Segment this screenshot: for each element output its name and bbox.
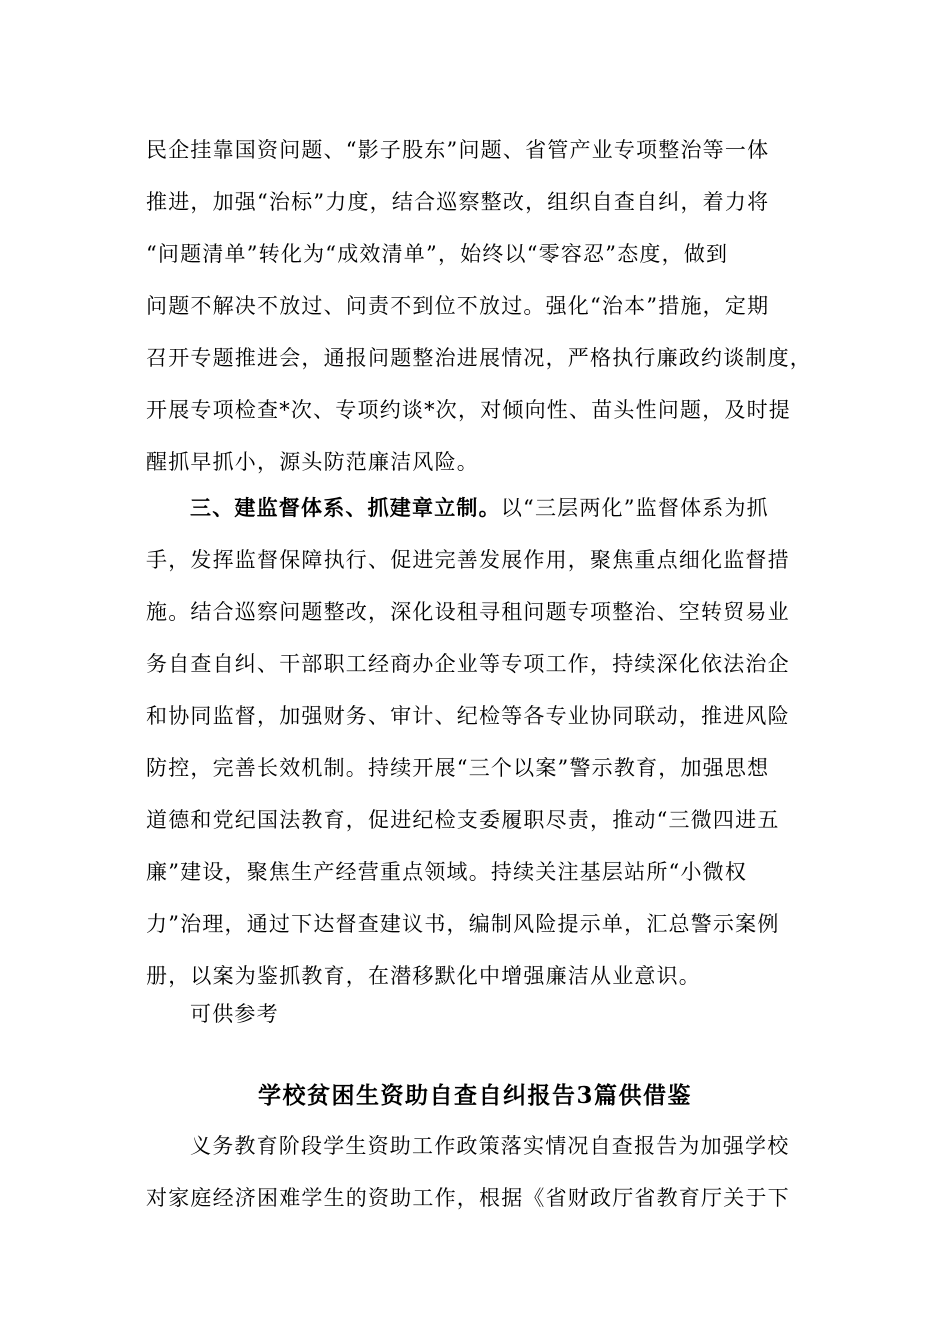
note-text: 可供参考 — [190, 1002, 279, 1026]
text-line: “问题清单”转化为“成效清单”，始终以“零容忍”态度，做到 — [146, 242, 729, 266]
text-line: 力”治理，通过下达督查建议书，编制风险提示单，汇总警示案例 — [146, 912, 780, 936]
text-line: 务自查自纠、干部职工经商办企业等专项工作，持续深化依法治企 — [146, 652, 790, 676]
text-run: 以“三层两化”监督体系为抓 — [500, 496, 769, 520]
text-line: 道德和党纪国法教育，促进纪检支委履职尽责，推动“三微四进五 — [146, 808, 780, 832]
text-line: 开展专项检查*次、专项约谈*次，对倾向性、苗头性问题，及时提 — [146, 398, 791, 422]
paragraph-first-line — [146, 482, 806, 534]
text-line: 手，发挥监督保障执行、促进完善发展作用，聚焦重点细化监督措 — [146, 548, 790, 572]
paragraph-3 — [146, 1120, 806, 1224]
text-line: 施。结合巡察问题整改，深化设租寻租问题专项整治、空转贸易业 — [146, 600, 790, 624]
text-line: 醒抓早抓小，源头防范廉洁风险。 — [146, 450, 479, 474]
text-line: 推进，加强“治标”力度，结合巡察整改，组织自查自纠，着力将 — [146, 190, 770, 214]
text-line: 民企挂靠国资问题、“影子股东”问题、省管产业专项整治等一体 — [146, 138, 770, 162]
text-line: 防控，完善长效机制。持续开展“三个以案”警示教育，加强思想 — [146, 756, 770, 780]
text-line: 对家庭经济困难学生的资助工作，根据《省财政厅省教育厅关于下 — [146, 1186, 790, 1210]
paragraph-1 — [146, 124, 812, 488]
note-paragraph — [146, 988, 806, 1040]
text-line: 廉”建设，聚焦生产经营重点领域。持续关注基层站所“小微权 — [146, 860, 748, 884]
paragraph-2 — [146, 482, 806, 1002]
text-line: 问题不解决不放过、问责不到位不放过。强化“治本”措施，定期 — [146, 294, 770, 318]
text-line: 和协同监督，加强财务、审计、纪检等各专业协同联动，推进风险 — [146, 704, 790, 728]
section-heading: 三、建监督体系、抓建章立制。 — [190, 495, 501, 520]
text-line: 册，以案为鉴抓教育，在潜移默化中增强廉洁从业意识。 — [146, 964, 701, 988]
text-line: 召开专题推进会，通报问题整治进展情况，严格执行廉政约谈制度， — [146, 346, 812, 370]
section-title: 学校贫困生资助自查自纠报告3篇供借鉴 — [257, 1082, 692, 1109]
paragraph-first-line: 义务教育阶段学生资助工作政策落实情况自查报告为加强学校 — [190, 1134, 790, 1158]
